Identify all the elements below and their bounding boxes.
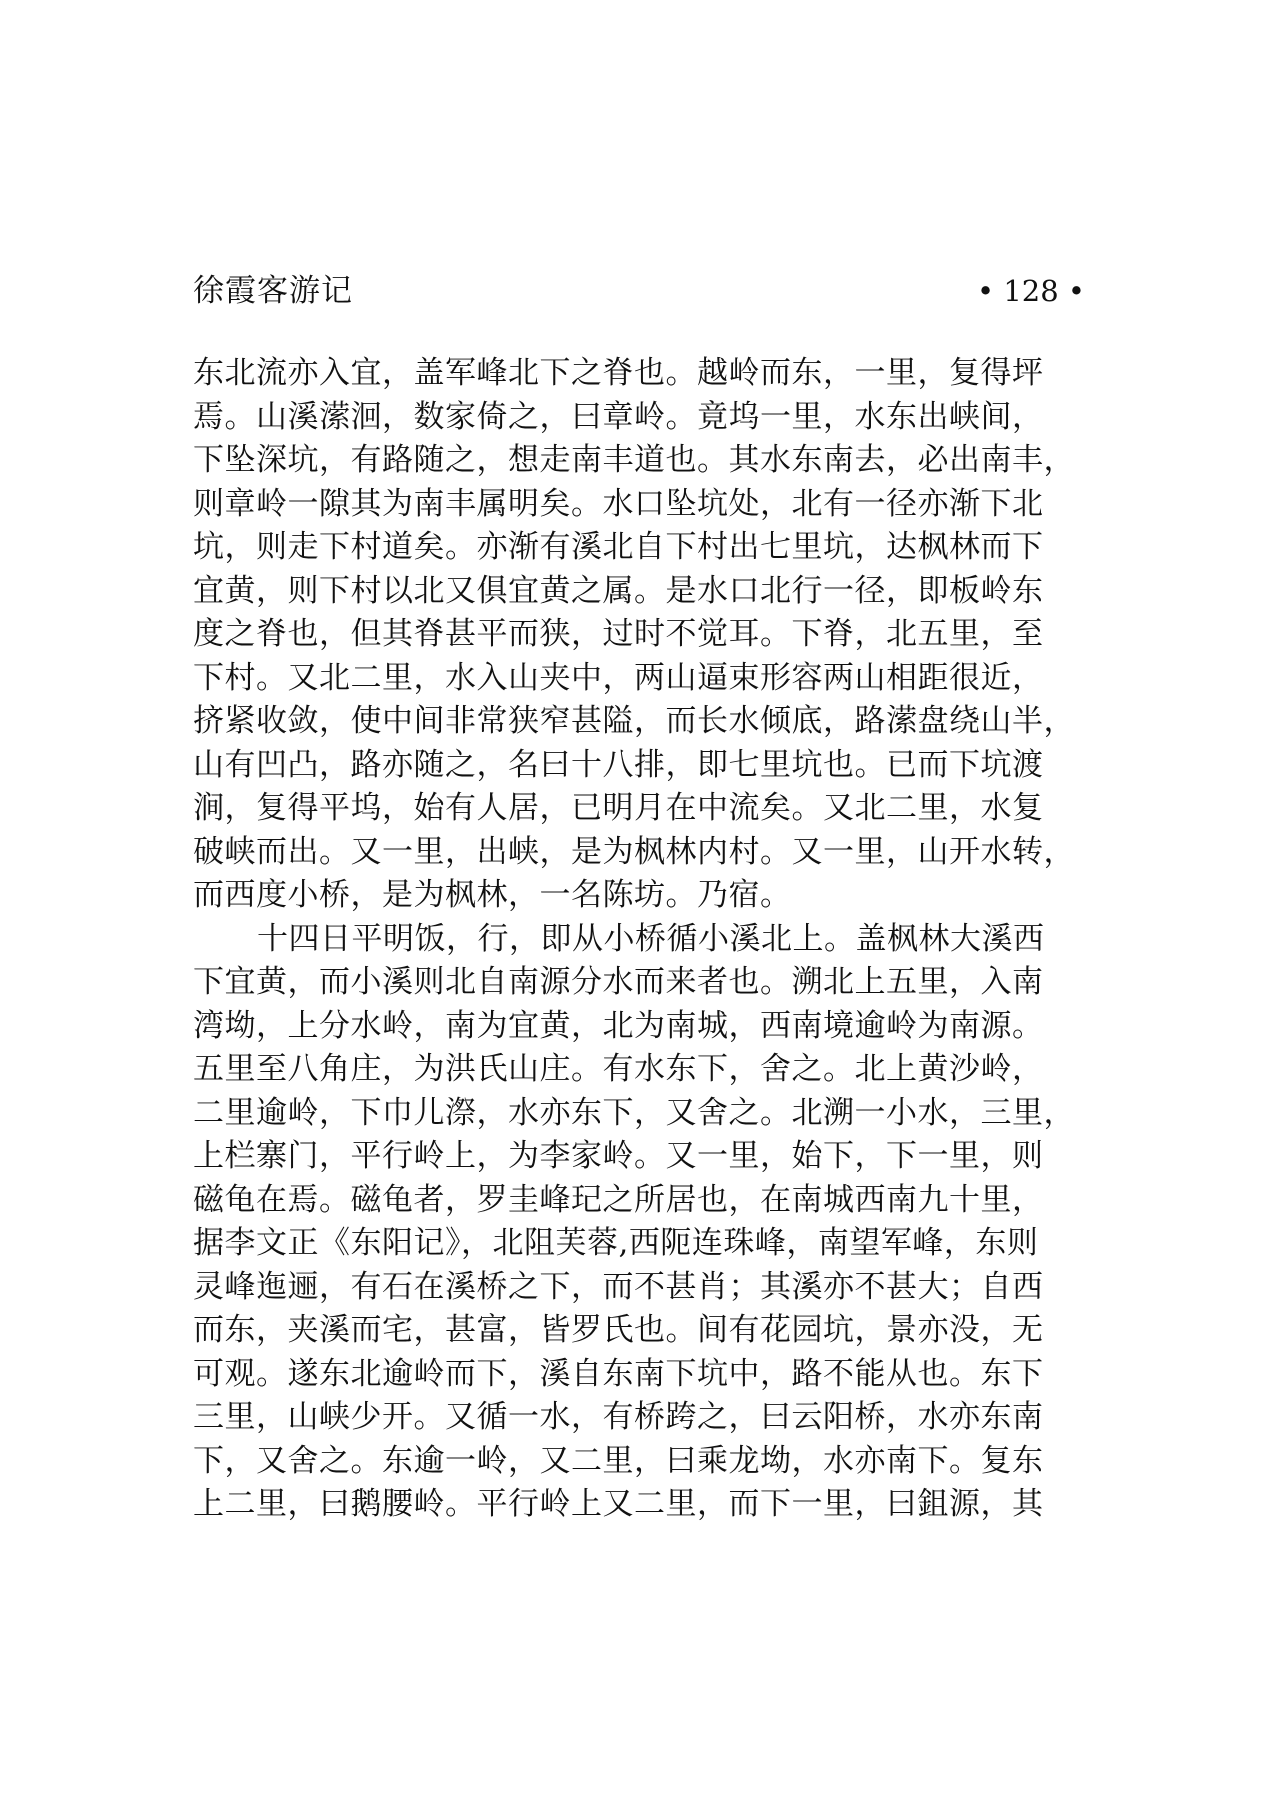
text-line: 上栏寨门，平行岭上，为李家岭。又一里，始下，下一里，则 [193,1138,1044,1174]
body-text [193,352,1093,1527]
text-line: 据李文正《东阳记》，北阻芙蓉,西阨连珠峰，南望军峰，东则 [193,1225,1039,1261]
text-line: 东北流亦入宜，盖军峰北下之脊也。越岭而东，一里，复得坪 [193,355,1044,391]
text-line: 度之脊也，但其脊甚平而狭，过时不觉耳。下脊，北五里，至 [193,616,1044,652]
text-line: 则章岭一隙其为南丰属明矣。水口坠坑处，北有一径亦渐下北 [193,485,1044,522]
text-line: 山有凹凸，路亦随之，名曰十八排，即七里坑也。已而下坑渡 [193,746,1044,783]
text-line: 而东，夹溪而宅，甚富，皆罗氏也。间有花园坑，景亦没，无 [193,1312,1044,1348]
text-line: 破峡而出。又一里，出峡，是为枫林内村。又一里，山开水转， [193,833,1075,870]
text-line: 可观。遂东北逾岭而下，溪自东南下坑中，路不能从也。东下 [193,1355,1044,1392]
text-line: 湾坳，上分水岭，南为宜黄，北为南城，西南境逾岭为南源。 [193,1007,1044,1044]
text-line: 焉。山溪潆洄，数家倚之，曰章岭。竟坞一里，水东出峡间， [193,398,1044,435]
text-line: 五里至八角庄，为洪氏山庄。有水东下，舍之。北上黄沙岭， [193,1051,1044,1087]
text-line: 挤紧收敛，使中间非常狭窄甚隘，而长水倾底，路潆盘绕山半， [193,703,1075,739]
text-line: 涧，复得平坞，始有人居，已明月在中流矣。又北二里，水复 [193,790,1044,826]
text-line: 下坠深坑，有路随之，想走南丰道也。其水东南去，必出南丰， [193,442,1075,478]
page-header [193,268,1085,314]
text-line: 下，又舍之。东逾一岭，又二里，曰乘龙坳，水亦南下。复东 [193,1442,1044,1479]
text-line: 而西度小桥，是为枫林，一名陈坊。乃宿。 [193,877,792,913]
text-line: 三里，山峡少开。又循一水，有桥跨之，曰云阳桥，水亦东南 [193,1399,1044,1435]
book-title: 徐霞客游记 [193,273,353,309]
text-line: 宜黄，则下村以北又俱宜黄之属。是水口北行一径，即板岭东 [193,572,1044,609]
text-line: 上二里，曰鹅腰岭。平行岭上又二里，而下一里，曰鉏源，其 [193,1486,1044,1522]
page-number: • 128 • [977,274,1085,308]
text-line: 磁龟在焉。磁龟者，罗圭峰玘之所居也，在南城西南九十里， [193,1181,1044,1218]
text-line: 二里逾岭，下巾儿漈，水亦东下，又舍之。北溯一小水，三里， [193,1094,1075,1131]
text-line: 下宜黄，而小溪则北自南源分水而来者也。溯北上五里，入南 [193,964,1044,1000]
text-line: 灵峰迤逦，有石在溪桥之下，而不甚肖；其溪亦不甚大；自西 [193,1268,1044,1305]
paragraph-start-line: 十四日平明饭，行，即从小桥循小溪北上。盖枫林大溪西 [257,920,1045,957]
text-line: 坑，则走下村道矣。亦渐有溪北自下村出七里坑，达枫林而下 [193,529,1044,565]
text-line: 下村。又北二里，水入山夹中，两山逼束形容两山相距很近， [193,659,1044,696]
